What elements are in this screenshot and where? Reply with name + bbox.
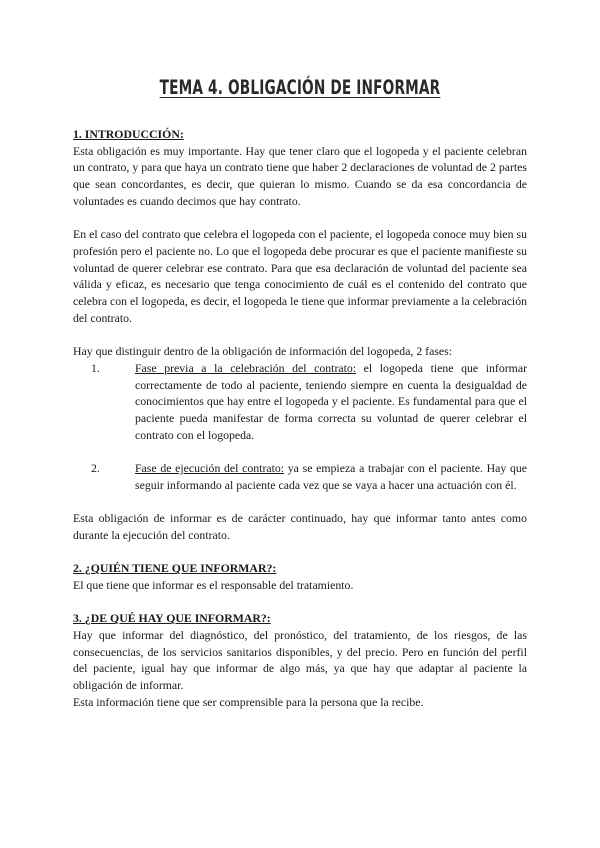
section-heading: 3. ¿DE QUÉ HAY QUE INFORMAR?: [73,611,271,626]
paragraph: Esta información tiene que ser comprensible para la persona que la recibe. [73,694,424,709]
document-content [73,126,527,711]
paragraph: Esta obligación de informar es de carácter continuado, hay que informar tanto antes como durante la ejecución del contrato. [73,511,527,542]
list-item-text: ya se empieza a trabajar con el paciente. Hay que seguir informando al paciente cada vez que se vaya a hacer una actuación con él. [135,461,528,492]
phase-list [73,360,527,494]
paragraph: Hay que informar del diagnóstico, del pronóstico, del tratamiento, de los riesgos, de las consecuencias, de los servicios sanitarios disponibles, y del precio. Pero en función del perfil del paciente, igual hay que informar de algo más, ya que hay que adaptar al paciente la obligación de informar. [73,628,527,693]
paragraph: En el caso del contrato que celebra el logopeda con el paciente, el logopeda conoce muy bien su profesión pero el paciente no. Lo que el logopeda debe procurar es que el paciente manifieste su voluntad de querer celebrar ese contrato. Para que esa declaración de voluntad del paciente sea válida y eficaz, es necesario que tenga conocimiento de cuál es el contenido del contrato que celebra con el logopeda, es decir, el logopeda le tiene que informar previamente a la celebración del contrato. [73,227,527,325]
list-item [73,460,527,493]
page-title: TEMA 4. OBLIGACIÓN DE INFORMAR [159,76,441,99]
section-quien-informa [73,560,527,593]
paragraph: El que tiene que informar es el responsable del tratamiento. [73,577,354,592]
section-introduccion [73,126,527,544]
paragraph: Hay que distinguir dentro de la obligación de información del logopeda, 2 fases: [73,344,453,359]
list-item-label: Fase previa a la celebración del contrato: [135,360,357,375]
list-item-label: Fase de ejecución del contrato: [135,461,285,476]
paragraph: Esta obligación es muy importante. Hay que tener claro que el logopeda y el paciente celebran un contrato, y para que haya un contrato tiene que haber 2 declaraciones de voluntad de 2 partes que sean concordantes, es decir, que quieran lo mismo. Cuando se da esa concordancia de voluntades es cuando decimos que hay contrato. [73,143,527,208]
list-number: 2. [91,461,100,476]
list-item [73,360,527,444]
section-heading: 1. INTRODUCCIÓN: [73,127,184,141]
section-de-que-informar [73,610,527,710]
section-heading: 2. ¿QUIÉN TIENE QUE INFORMAR?: [73,561,277,576]
list-number: 1. [91,360,100,375]
list-item-text: el logopeda tiene que informar correctamente de todo al paciente, teniendo siempre en cuenta la desigualdad de conocimientos que hay entre el logopeda y el paciente. Es fundamental para que el paciente pueda manifestar de forma correcta su voluntad de querer celebrar el contrato con el logopeda. [135,360,527,442]
